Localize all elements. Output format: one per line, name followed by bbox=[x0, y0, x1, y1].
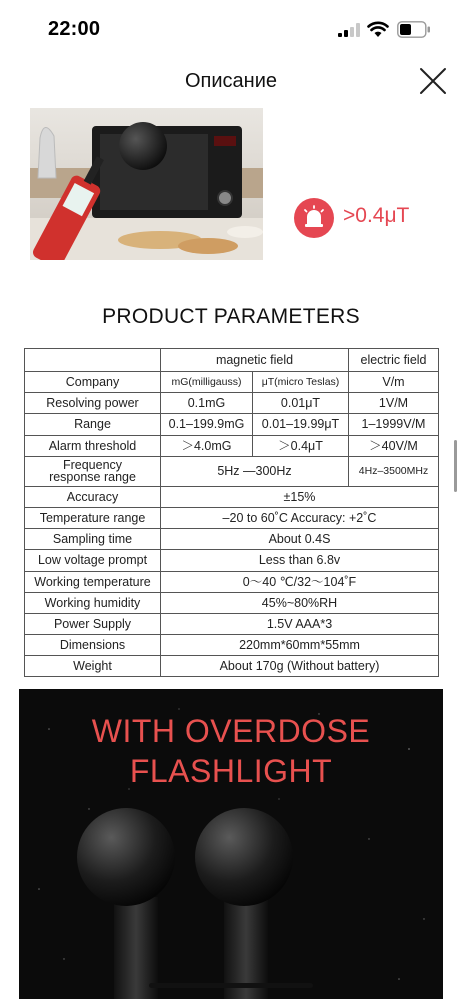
banner-heading-line2: FLASHLIGHT bbox=[129, 753, 333, 789]
table-row bbox=[25, 372, 439, 393]
table-cell: 0.1–199.9mG bbox=[161, 414, 253, 435]
table-cell: μT(micro Teslas) bbox=[253, 372, 349, 393]
cellular-signal-icon bbox=[338, 23, 360, 37]
table-row bbox=[25, 635, 439, 656]
table-cell: 1V/M bbox=[349, 393, 439, 414]
table-cell: 4Hz–3500MHz bbox=[349, 456, 439, 486]
status-bar bbox=[0, 0, 462, 60]
table-cell: Weight bbox=[25, 656, 161, 677]
table-cell: Range bbox=[25, 414, 161, 435]
flashlight-banner bbox=[19, 689, 443, 999]
table-cell: Working temperature bbox=[25, 571, 161, 592]
table-row bbox=[25, 507, 439, 528]
table-cell: –20 to 60˚C Accuracy: +2˚C bbox=[161, 507, 439, 528]
scrollbar[interactable] bbox=[454, 440, 457, 492]
table-header-row bbox=[25, 349, 439, 372]
table-row bbox=[25, 486, 439, 507]
table-header-cell: electric field bbox=[349, 349, 439, 372]
alarm-bell-icon bbox=[294, 198, 334, 238]
table-cell: Temperature range bbox=[25, 507, 161, 528]
table-cell: Low voltage prompt bbox=[25, 550, 161, 571]
table-row bbox=[25, 414, 439, 435]
wifi-icon bbox=[367, 20, 389, 38]
table-cell: 1.5V AAA*3 bbox=[161, 613, 439, 634]
status-time: 22:00 bbox=[48, 18, 101, 40]
table-header-cell: magnetic field bbox=[161, 349, 349, 372]
table-cell: Dimensions bbox=[25, 635, 161, 656]
table-cell: 45%~80%RH bbox=[161, 592, 439, 613]
frequency-label-line: response range bbox=[49, 470, 136, 485]
banner-heading-line1: WITH OVERDOSE bbox=[91, 713, 371, 749]
table-cell: ＞40V/M bbox=[349, 435, 439, 456]
table-cell: Resolving power bbox=[25, 393, 161, 414]
table-cell: 0.01μT bbox=[253, 393, 349, 414]
table-cell: 1–1999V/M bbox=[349, 414, 439, 435]
table-cell: About 170g (Without battery) bbox=[161, 656, 439, 677]
table-row bbox=[25, 435, 439, 456]
table-row bbox=[25, 550, 439, 571]
table-cell: ±15% bbox=[161, 486, 439, 507]
frequency-label-line: Frequency bbox=[62, 458, 123, 473]
table-cell: 220mm*60mm*55mm bbox=[161, 635, 439, 656]
table-cell: 0.1mG bbox=[161, 393, 253, 414]
table-cell bbox=[25, 456, 161, 486]
table-cell: Accuracy bbox=[25, 486, 161, 507]
product-photo-illustration bbox=[30, 108, 263, 260]
table-row bbox=[25, 529, 439, 550]
table-cell: ＞4.0mG bbox=[161, 435, 253, 456]
table-header-cell bbox=[25, 349, 161, 372]
table-cell: About 0.4S bbox=[161, 529, 439, 550]
table-cell: V/m bbox=[349, 372, 439, 393]
product-photo bbox=[30, 108, 263, 260]
table-row bbox=[25, 456, 439, 486]
table-row bbox=[25, 656, 439, 677]
table-row bbox=[25, 571, 439, 592]
home-indicator[interactable] bbox=[149, 983, 313, 988]
table-cell: Working humidity bbox=[25, 592, 161, 613]
table-cell: mG(milligauss) bbox=[161, 372, 253, 393]
table-cell: 0～40 ℃/32～104˚F bbox=[161, 571, 439, 592]
table-cell: Less than 6.8v bbox=[161, 550, 439, 571]
table-cell: Alarm threshold bbox=[25, 435, 161, 456]
table-cell: Sampling time bbox=[25, 529, 161, 550]
table-row bbox=[25, 592, 439, 613]
table-cell: ＞0.4μT bbox=[253, 435, 349, 456]
table-row bbox=[25, 613, 439, 634]
table-cell: Company bbox=[25, 372, 161, 393]
parameters-table bbox=[24, 348, 439, 677]
table-cell: Power Supply bbox=[25, 613, 161, 634]
close-icon[interactable] bbox=[418, 66, 448, 96]
table-cell: 0.01–19.99μT bbox=[253, 414, 349, 435]
alarm-threshold-label: >0.4μT bbox=[343, 204, 410, 227]
table-cell: 5Hz —300Hz bbox=[161, 456, 349, 486]
battery-icon bbox=[397, 21, 431, 38]
section-title: PRODUCT PARAMETERS bbox=[102, 305, 360, 328]
page-title: Описание bbox=[184, 70, 278, 92]
table-row bbox=[25, 393, 439, 414]
